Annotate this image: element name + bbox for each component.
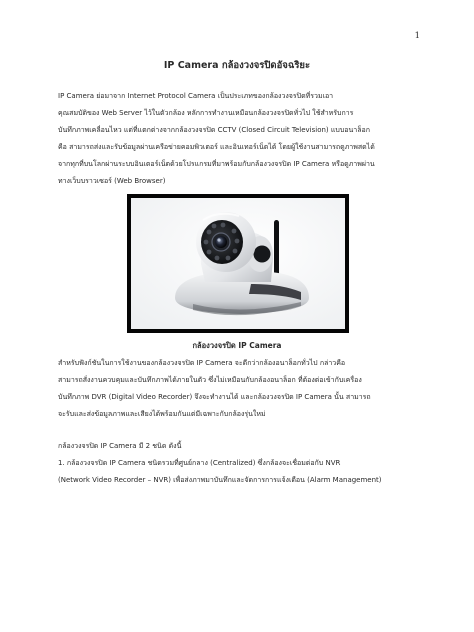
paragraph-types: [58, 438, 418, 489]
text-line: จากทุกที่บนโลกผ่านระบบอินเตอร์เน็ตด้วยโปรแกรมที่มาพร้อมกับกล้องวงจรปิด IP Camera หรือดูภาพผ่าน: [58, 160, 375, 169]
text-line: บันทึกภาพ DVR (Digital Video Recorder) จึงจะทำงานได้ และกล้องวงจรปิด IP Camera นั้น สามารถ: [58, 393, 371, 402]
paragraph-intro: [58, 88, 418, 191]
camera-photo-frame: [127, 194, 349, 333]
figure-caption: กล้องวงจรปิด IP Camera: [192, 341, 282, 350]
text-line: คุณสมบัติของ Web Server ไว้ในตัวกล้อง หลักการทำงานเหมือนกล้องวงจรปิดทั่วไป ใช้สำหรับการ: [58, 109, 354, 118]
text-line: บันทึกภาพเคลื่อนไหว แต่ที่แตกต่างจากกล้องวงจรปิด CCTV (Closed Circuit Television) แบบอนาล็อก: [58, 126, 370, 135]
text-line: ทางเว็บบราวเซอร์ (Web Browser): [58, 177, 166, 186]
text-line: (Network Video Recorder – NVR) เพื่อส่งภาพมาบันทึกและจัดการการแจ้งเตือน (Alarm Management): [58, 476, 382, 485]
text-line: จะรับและส่งข้อมูลภาพและเสียงได้พร้อมกันแต่มีเฉพาะกับกล้องรุ่นใหม่: [58, 410, 266, 419]
text-line: คือ สามารถส่งและรับข้อมูลผ่านเครือข่ายคอมพิวเตอร์ และอินเทอร์เน็ตได้ โดยผู้ใช้งานสามารถดูภาพสดได้: [58, 143, 375, 152]
document-title: IP Camera กล้องวงจรปิดอัจฉริยะ: [163, 60, 311, 71]
ip-camera-photo: [131, 198, 345, 329]
text-line: สามารถสั่งงานควบคุมและบันทึกภาพได้ภายในตัว ซึ่งไม่เหมือนกับกล้องอนาล็อก ที่ต้องต่อเข้ากับเครื่อง: [58, 376, 362, 385]
text-line: 1. กล้องวงจรปิด IP Camera ชนิดรวมที่ศูนย์กลาง (Centralized) ซึ่งกล้องจะเชื่อมต่อกับ NVR: [58, 459, 341, 468]
text-line: สำหรับฟังก์ชันในการใช้งานของกล้องวงจรปิด IP Camera จะดีกว่ากล้องอนาล็อกทั่วไป กล่าวคือ: [58, 359, 346, 367]
paragraph-functions: [58, 355, 418, 423]
text-line: IP Camera ย่อมาจาก Internet Protocol Camera เป็นประเภทของกล้องวงจรปิดที่รวมเอา: [58, 92, 334, 100]
text-line: กล้องวงจรปิด IP Camera มี 2 ชนิด ดังนี้: [58, 442, 182, 450]
page-number: 1: [414, 31, 420, 41]
